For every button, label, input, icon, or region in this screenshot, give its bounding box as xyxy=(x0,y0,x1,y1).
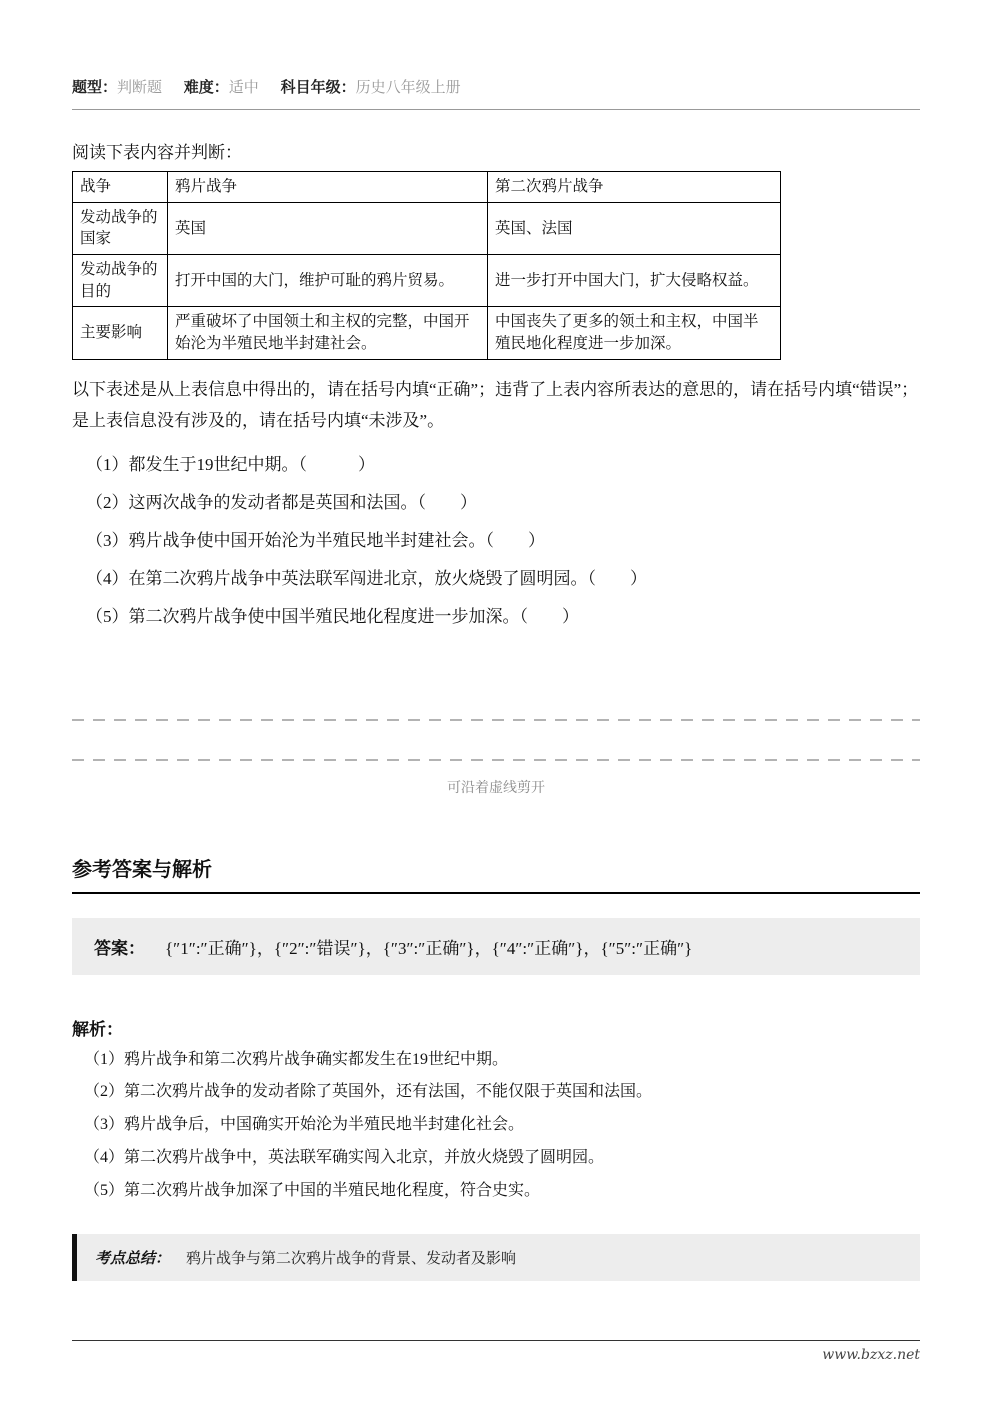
table-cell: 发动战争的目的 xyxy=(73,255,168,307)
table-cell: 英国 xyxy=(168,202,488,254)
header-divider xyxy=(72,109,920,110)
cut-dashed-line-bottom xyxy=(72,759,920,761)
table-cell: 中国丧失了更多的领土和主权，中国半殖民地化程度进一步加深。 xyxy=(488,307,781,359)
comparison-table xyxy=(72,171,781,360)
table-row xyxy=(73,255,781,307)
question-intro: 阅读下表内容并判断： xyxy=(72,143,242,162)
question-instructions: 以下表述是从上表信息中得出的，请在括号内填“正确”；违背了上表内容所表达的意思的，请在括号内填“错误”；是上表信息没有涉及的，请在括号内填“未涉及”。 xyxy=(72,379,919,431)
table-cell: 第二次鸦片战争 xyxy=(488,172,781,203)
question-item-4: （4）在第二次鸦片战争中英法联军闯进北京，放火烧毁了圆明园。（ ） xyxy=(86,568,647,588)
answer-label: 答案： xyxy=(94,938,145,958)
table-row xyxy=(73,172,781,203)
analysis-item-1: （1）鸦片战争和第二次鸦片战争确实都发生在19世纪中期。 xyxy=(84,1050,509,1068)
table-cell: 严重破坏了中国领土和主权的完整，中国开始沦为半殖民地半封建社会。 xyxy=(168,307,488,359)
table-cell: 鸦片战争 xyxy=(168,172,488,203)
table-cell: 战争 xyxy=(73,172,168,203)
analysis-item-5: （5）第二次鸦片战争加深了中国的半殖民地化程度，符合史实。 xyxy=(84,1181,541,1199)
question-meta-header xyxy=(72,76,920,97)
analysis-item-4: （4）第二次鸦片战争中，英法联军确实闯入北京，并放火烧毁了圆明园。 xyxy=(84,1149,605,1167)
analysis-item-3: （3）鸦片战争后，中国确实开始沦为半殖民地半封建化社会。 xyxy=(84,1116,525,1134)
question-item-3: （3）鸦片战争使中国开始沦为半殖民地半封建社会。（ ） xyxy=(86,530,545,550)
question-item-2: （2）这两次战争的发动者都是英国和法国。（ ） xyxy=(86,492,477,512)
meta-difficulty-value: 适中 xyxy=(228,80,259,96)
meta-type-value: 判断题 xyxy=(117,80,163,96)
meta-difficulty-label: 难度： xyxy=(183,79,229,96)
cut-line-label: 可沿着虚线剪开 xyxy=(447,780,545,796)
table-cell: 发动战争的国家 xyxy=(73,202,168,254)
meta-subject-value: 历史八年级上册 xyxy=(355,80,461,96)
meta-type-label: 题型： xyxy=(72,79,118,96)
cut-dashed-line-top xyxy=(72,719,920,721)
key-points-label: 考点总结： xyxy=(95,1249,171,1267)
question-item-1: （1）都发生于19世纪中期。（ ） xyxy=(86,454,375,474)
meta-difficulty xyxy=(184,80,271,96)
meta-subject xyxy=(281,80,469,96)
table-cell: 进一步打开中国大门，扩大侵略权益。 xyxy=(488,255,781,307)
key-points-value: 鸦片战争与第二次鸦片战争的背景、发动者及影响 xyxy=(186,1250,517,1267)
analysis-label: 解析： xyxy=(72,1019,123,1039)
meta-type xyxy=(72,80,174,96)
table-cell: 打开中国的大门，维护可耻的鸦片贸易。 xyxy=(168,255,488,307)
table-cell: 主要影响 xyxy=(73,307,168,359)
table-row xyxy=(73,202,781,254)
table-cell: 英国、法国 xyxy=(488,202,781,254)
question-item-5: （5）第二次鸦片战争使中国半殖民地化程度进一步加深。（ ） xyxy=(86,606,579,626)
answer-box xyxy=(72,918,920,975)
table-row xyxy=(73,307,781,359)
answer-section-title: 参考答案与解析 xyxy=(72,853,920,894)
page-footer xyxy=(72,1340,920,1363)
key-points-box xyxy=(72,1234,920,1281)
answer-value: {″1″:″正确″}，{″2″:″错误″}，{″3″:″正确″}，{″4″:″正确″}，{″5″:″正确″} xyxy=(165,938,693,958)
meta-subject-label: 科目年级： xyxy=(280,79,356,96)
footer-site-url: www.bzxz.net xyxy=(822,1347,920,1363)
analysis-item-2: （2）第二次鸦片战争的发动者除了英国外，还有法国，不能仅限于英国和法国。 xyxy=(84,1083,653,1101)
